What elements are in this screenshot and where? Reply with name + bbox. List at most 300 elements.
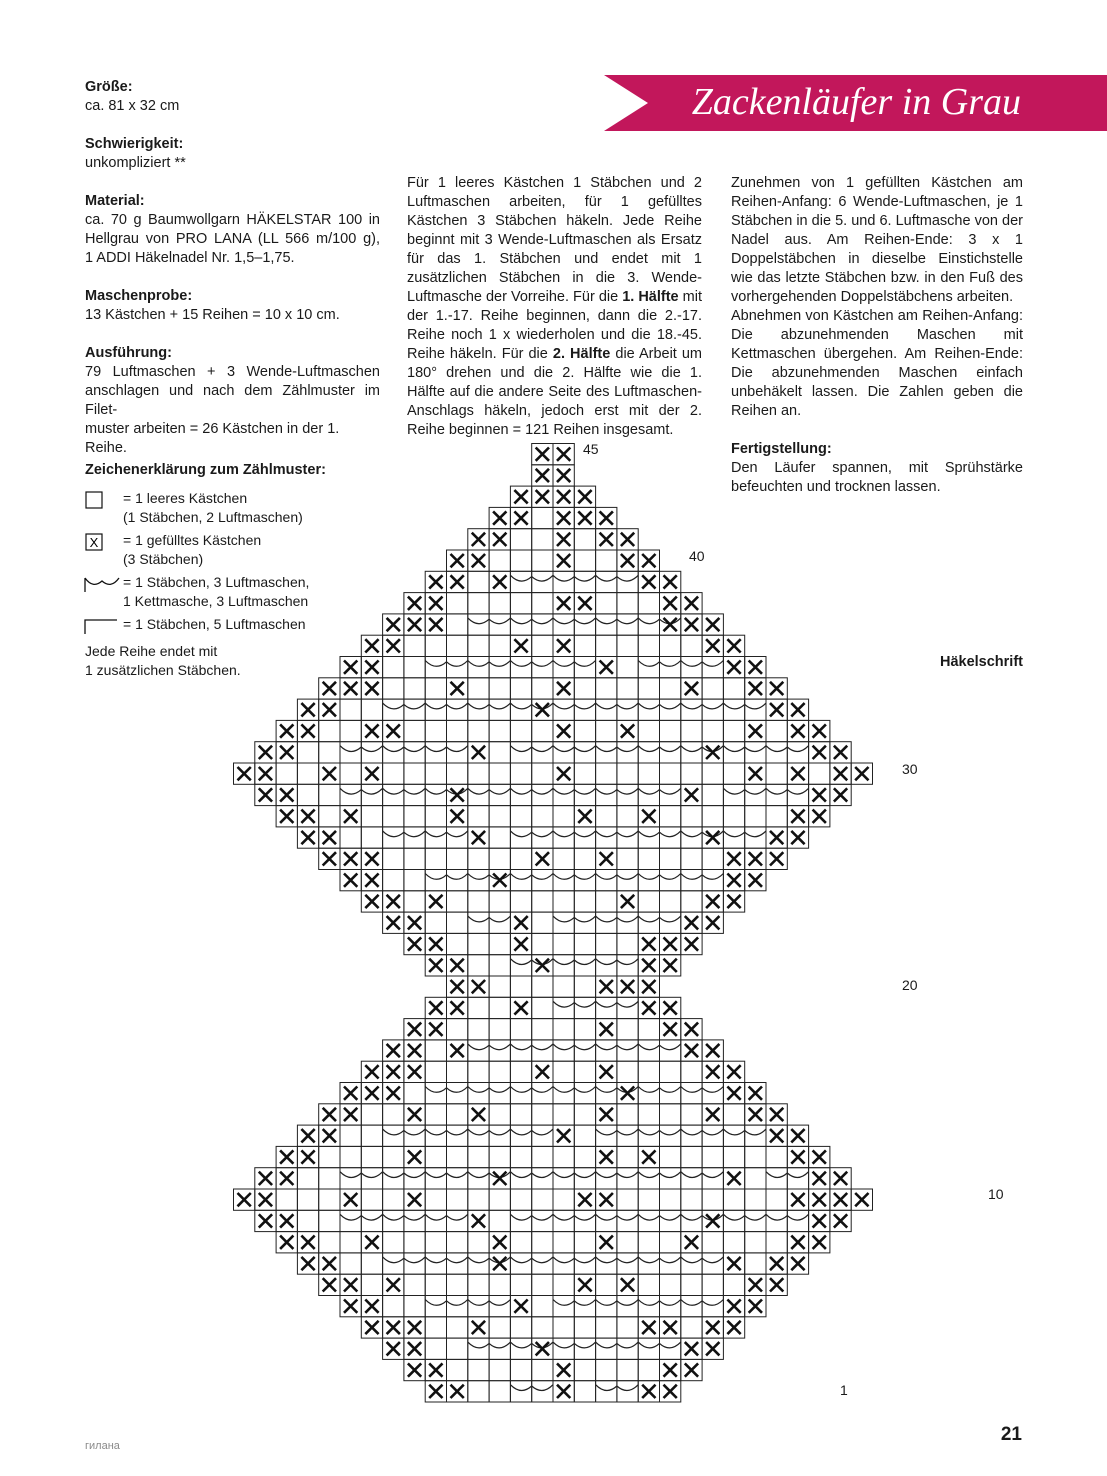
chart-cell bbox=[404, 1168, 425, 1189]
filled-cell-mark bbox=[259, 1172, 272, 1185]
chart-cell bbox=[702, 1232, 723, 1253]
chart-cell bbox=[361, 1104, 382, 1125]
chart-cell bbox=[489, 997, 510, 1018]
chart-cell bbox=[660, 1296, 681, 1317]
chart-cell bbox=[702, 870, 723, 891]
filled-square-mark: X bbox=[89, 535, 99, 550]
chart-cell bbox=[681, 848, 702, 869]
chart-cell bbox=[489, 742, 510, 763]
chart-cell bbox=[383, 870, 404, 891]
chart-cell bbox=[404, 763, 425, 784]
chart-cell bbox=[447, 763, 468, 784]
filled-cell-mark bbox=[749, 874, 762, 887]
filled-cell-mark bbox=[557, 682, 570, 695]
chart-cell bbox=[510, 784, 531, 805]
chart-cell bbox=[447, 1061, 468, 1082]
chart-cell bbox=[425, 1146, 446, 1167]
filled-cell-mark bbox=[685, 1363, 698, 1376]
chart-cell bbox=[425, 827, 446, 848]
chart-cell bbox=[447, 1146, 468, 1167]
chart-cell bbox=[596, 933, 617, 954]
chart-cell bbox=[447, 1210, 468, 1231]
chart-cell bbox=[617, 1359, 638, 1380]
chart-cell bbox=[681, 657, 702, 678]
filled-cell-mark bbox=[365, 1065, 378, 1078]
chart-cell bbox=[425, 1338, 446, 1359]
chart-cell bbox=[319, 1232, 340, 1253]
chart-cell bbox=[383, 1189, 404, 1210]
filled-cell-mark bbox=[493, 511, 506, 524]
chart-cell bbox=[510, 848, 531, 869]
chart-cell bbox=[532, 1253, 553, 1274]
chart-cell bbox=[638, 848, 659, 869]
filled-cell-mark bbox=[365, 1300, 378, 1313]
chart-cell bbox=[681, 1189, 702, 1210]
filled-cell-mark bbox=[664, 1001, 677, 1014]
filled-cell-mark bbox=[344, 1193, 357, 1206]
method-bold-1: 1. Hälfte bbox=[622, 289, 679, 305]
filled-cell-mark bbox=[493, 874, 506, 887]
filled-cell-mark bbox=[685, 937, 698, 950]
filled-cell-mark bbox=[557, 1129, 570, 1142]
filled-cell-mark bbox=[387, 1087, 400, 1100]
filled-cell-mark bbox=[451, 959, 464, 972]
chart-cell bbox=[660, 1338, 681, 1359]
chart-cell bbox=[297, 763, 318, 784]
chart-cell bbox=[340, 827, 361, 848]
filled-cell-mark bbox=[365, 874, 378, 887]
chart-cell bbox=[766, 1232, 787, 1253]
chart-cell bbox=[532, 1019, 553, 1040]
filled-cell-mark bbox=[387, 1065, 400, 1078]
filled-cell-mark bbox=[344, 661, 357, 674]
filled-cell-mark bbox=[706, 1108, 719, 1121]
filled-cell-mark bbox=[834, 746, 847, 759]
material-heading: Material: bbox=[85, 193, 145, 209]
chart-cell bbox=[532, 997, 553, 1018]
filled-cell-mark bbox=[600, 980, 613, 993]
filled-cell-mark bbox=[344, 810, 357, 823]
chart-cell bbox=[510, 1083, 531, 1104]
chart-cell bbox=[319, 806, 340, 827]
chart-cell bbox=[383, 763, 404, 784]
chart-cell bbox=[553, 1232, 574, 1253]
filled-cell-mark bbox=[664, 597, 677, 610]
chart-cell bbox=[447, 1274, 468, 1295]
chart-cell bbox=[617, 571, 638, 592]
filled-cell-mark bbox=[685, 916, 698, 929]
chart-cell bbox=[574, 1253, 595, 1274]
chart-cell bbox=[574, 550, 595, 571]
chart-cell bbox=[681, 1274, 702, 1295]
filled-cell-mark bbox=[451, 980, 464, 993]
chart-cell bbox=[638, 891, 659, 912]
chart-cell bbox=[766, 806, 787, 827]
chart-cell bbox=[532, 1359, 553, 1380]
filled-cell-mark bbox=[600, 852, 613, 865]
chart-cell bbox=[510, 870, 531, 891]
filled-cell-mark bbox=[365, 895, 378, 908]
filled-cell-mark bbox=[472, 1321, 485, 1334]
chart-cell bbox=[489, 1338, 510, 1359]
chart-cell bbox=[702, 1083, 723, 1104]
chart-cell bbox=[574, 976, 595, 997]
filled-cell-mark bbox=[323, 831, 336, 844]
chart-cell bbox=[297, 1210, 318, 1231]
chart-cell bbox=[574, 955, 595, 976]
filled-cell-mark bbox=[600, 1023, 613, 1036]
filled-cell-mark bbox=[344, 1300, 357, 1313]
filled-cell-mark bbox=[344, 1087, 357, 1100]
chart-cell bbox=[574, 1317, 595, 1338]
chart-cell bbox=[702, 678, 723, 699]
filled-cell-mark bbox=[642, 554, 655, 567]
filled-cell-mark bbox=[685, 682, 698, 695]
chart-cell bbox=[787, 784, 808, 805]
chart-cell bbox=[425, 1040, 446, 1061]
chart-cell bbox=[489, 720, 510, 741]
chart-cell bbox=[532, 742, 553, 763]
filled-cell-mark bbox=[813, 1214, 826, 1227]
filled-cell-mark bbox=[621, 533, 634, 546]
chart-cell bbox=[574, 1232, 595, 1253]
chart-cell bbox=[660, 912, 681, 933]
filled-cell-mark bbox=[557, 1385, 570, 1398]
chart-cell bbox=[340, 1210, 361, 1231]
chart-cell bbox=[574, 571, 595, 592]
filled-cell-mark bbox=[451, 810, 464, 823]
chart-cell bbox=[447, 614, 468, 635]
chart-cell bbox=[660, 891, 681, 912]
filled-cell-mark bbox=[813, 788, 826, 801]
chart-cell bbox=[425, 1125, 446, 1146]
chart-cell bbox=[766, 1210, 787, 1231]
filled-cell-mark bbox=[685, 1342, 698, 1355]
chart-cell bbox=[745, 1253, 766, 1274]
chart-cell bbox=[532, 891, 553, 912]
chart-cell bbox=[510, 763, 531, 784]
chart-cell bbox=[574, 763, 595, 784]
chart-cell bbox=[617, 933, 638, 954]
filled-cell-mark bbox=[387, 639, 400, 652]
chart-cell bbox=[638, 1232, 659, 1253]
chart-cell bbox=[723, 678, 744, 699]
chart-cell bbox=[766, 784, 787, 805]
chart-cell bbox=[468, 678, 489, 699]
chart-cell bbox=[510, 1189, 531, 1210]
chart-cell bbox=[340, 1168, 361, 1189]
chart-cell bbox=[510, 529, 531, 550]
chart-cell bbox=[361, 742, 382, 763]
chart-cell bbox=[596, 1125, 617, 1146]
filled-cell-mark bbox=[813, 1150, 826, 1163]
chart-cell bbox=[532, 593, 553, 614]
filled-cell-mark bbox=[514, 937, 527, 950]
chart-cell bbox=[532, 827, 553, 848]
filled-cell-mark bbox=[727, 895, 740, 908]
filled-cell-mark bbox=[664, 1385, 677, 1398]
chart-cell bbox=[638, 1210, 659, 1231]
filled-cell-mark bbox=[855, 1193, 868, 1206]
chart-cell bbox=[425, 1168, 446, 1189]
filled-cell-mark bbox=[429, 937, 442, 950]
chart-cell bbox=[553, 1338, 574, 1359]
filled-cell-mark bbox=[642, 1150, 655, 1163]
filled-cell-mark bbox=[387, 1342, 400, 1355]
filled-cell-mark bbox=[387, 916, 400, 929]
chart-cell bbox=[681, 1083, 702, 1104]
filled-cell-mark bbox=[578, 1193, 591, 1206]
chart-cell bbox=[404, 1253, 425, 1274]
filled-cell-mark bbox=[280, 724, 293, 737]
chart-cell bbox=[574, 848, 595, 869]
chart-cell bbox=[596, 742, 617, 763]
chart-cell bbox=[723, 784, 744, 805]
chart-cell bbox=[638, 784, 659, 805]
chart-cell bbox=[340, 1125, 361, 1146]
filled-cell-mark bbox=[493, 1236, 506, 1249]
filled-cell-mark bbox=[408, 1193, 421, 1206]
chart-cell bbox=[404, 657, 425, 678]
chart-cell bbox=[361, 1210, 382, 1231]
chart-cell bbox=[383, 1146, 404, 1167]
chart-cell bbox=[723, 806, 744, 827]
chart-cell bbox=[532, 806, 553, 827]
chart-cell bbox=[383, 848, 404, 869]
filled-cell-mark bbox=[664, 937, 677, 950]
filled-cell-mark bbox=[493, 1257, 506, 1270]
filled-cell-mark bbox=[791, 767, 804, 780]
chart-cell bbox=[404, 1296, 425, 1317]
instructions-line: anschlagen und nach dem Zählmuster im Filet- bbox=[85, 383, 380, 418]
chart-cell bbox=[745, 827, 766, 848]
filled-cell-mark bbox=[600, 1236, 613, 1249]
filled-cell-mark bbox=[323, 852, 336, 865]
chart-cell bbox=[574, 1146, 595, 1167]
chart-cell bbox=[404, 1210, 425, 1231]
chart-cell bbox=[532, 635, 553, 656]
filled-cell-mark bbox=[706, 895, 719, 908]
chart-cell bbox=[660, 1274, 681, 1295]
chart-cell bbox=[510, 1040, 531, 1061]
chart-cell bbox=[553, 1168, 574, 1189]
filled-cell-mark bbox=[301, 831, 314, 844]
chart-cell bbox=[510, 1125, 531, 1146]
instructions-line: muster arbeiten = 26 Kästchen in der 1. Reihe. bbox=[85, 421, 340, 456]
chart-cell bbox=[553, 997, 574, 1018]
chart-cell bbox=[319, 1168, 340, 1189]
chart-cell bbox=[404, 870, 425, 891]
chart-cell bbox=[489, 678, 510, 699]
chart-cell bbox=[510, 955, 531, 976]
chart-cell bbox=[574, 784, 595, 805]
filled-cell-mark bbox=[493, 533, 506, 546]
chart-cell bbox=[553, 1253, 574, 1274]
filled-cell-mark bbox=[301, 1129, 314, 1142]
filled-cell-mark bbox=[301, 1150, 314, 1163]
chart-cell bbox=[574, 870, 595, 891]
chart-cell bbox=[766, 1168, 787, 1189]
filled-cell-mark bbox=[365, 767, 378, 780]
chart-cell bbox=[532, 1317, 553, 1338]
chart-cell bbox=[596, 571, 617, 592]
filled-cell-mark bbox=[536, 448, 549, 461]
chart-cell bbox=[574, 1019, 595, 1040]
filled-cell-mark bbox=[642, 575, 655, 588]
chart-cell bbox=[574, 529, 595, 550]
chart-cell bbox=[425, 678, 446, 699]
filled-cell-mark bbox=[621, 980, 634, 993]
filled-cell-mark bbox=[557, 639, 570, 652]
filled-cell-mark bbox=[514, 639, 527, 652]
filled-cell-mark bbox=[301, 724, 314, 737]
chart-cell bbox=[532, 912, 553, 933]
filled-cell-mark bbox=[770, 1257, 783, 1270]
filled-cell-mark bbox=[706, 746, 719, 759]
chart-cell bbox=[489, 933, 510, 954]
chart-cell bbox=[532, 1040, 553, 1061]
filled-cell-mark bbox=[791, 1236, 804, 1249]
chart-cell bbox=[809, 763, 830, 784]
chart-cell bbox=[553, 955, 574, 976]
chart-cell bbox=[468, 593, 489, 614]
chart-cell bbox=[745, 784, 766, 805]
chart-cell bbox=[425, 784, 446, 805]
filled-cell-mark bbox=[429, 1001, 442, 1014]
chart-cell bbox=[723, 1146, 744, 1167]
chart-cell bbox=[681, 742, 702, 763]
filled-cell-mark bbox=[365, 852, 378, 865]
chart-cell bbox=[596, 550, 617, 571]
filled-cell-mark bbox=[344, 1278, 357, 1291]
chart-cell bbox=[553, 912, 574, 933]
chart-cell bbox=[638, 1104, 659, 1125]
legend-end-line: 1 zusätzlichen Stäbchen. bbox=[85, 662, 241, 678]
chart-cell bbox=[489, 1359, 510, 1380]
chart-cell bbox=[681, 699, 702, 720]
filled-cell-mark bbox=[578, 1278, 591, 1291]
filled-cell-mark bbox=[791, 1193, 804, 1206]
chart-cell bbox=[617, 870, 638, 891]
chart-cell bbox=[553, 657, 574, 678]
filled-cell-mark bbox=[557, 533, 570, 546]
chart-cell bbox=[681, 1104, 702, 1125]
filled-cell-mark bbox=[429, 959, 442, 972]
chart-cell bbox=[596, 1317, 617, 1338]
chart-cell bbox=[638, 1338, 659, 1359]
finishing-heading: Fertigstellung: bbox=[731, 441, 832, 457]
chart-cell bbox=[532, 1381, 553, 1402]
chart-cell bbox=[660, 1168, 681, 1189]
chart-cell bbox=[596, 678, 617, 699]
size-text: ca. 81 x 32 cm bbox=[85, 98, 180, 114]
page-number: 21 bbox=[1000, 1424, 1022, 1445]
filled-cell-mark bbox=[429, 1023, 442, 1036]
legend-heading: Zeichenerklärung zum Zählmuster: bbox=[85, 462, 326, 478]
filled-cell-mark bbox=[408, 1321, 421, 1334]
filled-cell-mark bbox=[451, 1044, 464, 1057]
chart-cell bbox=[766, 1146, 787, 1167]
chart-cell bbox=[489, 1189, 510, 1210]
filled-cell-mark bbox=[238, 1193, 251, 1206]
chart-cell bbox=[532, 784, 553, 805]
chart-cell bbox=[383, 657, 404, 678]
filled-cell-mark bbox=[259, 767, 272, 780]
chart-cell bbox=[468, 1232, 489, 1253]
chart-cell bbox=[425, 1083, 446, 1104]
filled-cell-mark bbox=[451, 682, 464, 695]
chart-cell bbox=[617, 678, 638, 699]
method-text-2: mit der 1.-17. Reihe beginnen, dann die 2.-17. Reihe noch 1 x wiederholen und die 18.-45. Reihe häkeln. Für die bbox=[407, 289, 702, 362]
filled-cell-mark bbox=[472, 1214, 485, 1227]
chart-cell bbox=[489, 1146, 510, 1167]
chart-cell bbox=[660, 657, 681, 678]
row-label-40: 40 bbox=[689, 548, 705, 564]
chart-cell bbox=[723, 763, 744, 784]
filled-cell-mark bbox=[642, 1001, 655, 1014]
chart-cell bbox=[574, 827, 595, 848]
chart-cell bbox=[574, 1083, 595, 1104]
chart-cell bbox=[681, 1168, 702, 1189]
chart-cell bbox=[425, 635, 446, 656]
chart-cell bbox=[383, 1125, 404, 1146]
filled-cell-mark bbox=[770, 852, 783, 865]
filled-cell-mark bbox=[408, 1044, 421, 1057]
chart-cell bbox=[383, 806, 404, 827]
filled-cell-mark bbox=[791, 1257, 804, 1270]
filled-cell-mark bbox=[834, 1172, 847, 1185]
chart-cell bbox=[489, 912, 510, 933]
legend-arch-label: = 1 Stäbchen, 3 Luftmaschen, bbox=[123, 574, 310, 590]
chart-cell bbox=[596, 784, 617, 805]
chart-cell bbox=[681, 720, 702, 741]
method-text-1: Für 1 leeres Kästchen 1 Stäbchen und 2 Luftmaschen arbeiten, für 1 gefülltes Kästchen 3 Stäbchen häkeln. Jede Reihe beginnt mit 3 Wende-Luftmaschen als Ersatz für das 1. Stäbchen und endet mit 1 zusätzlichen Stäbchen in die 3. Wende-Luftmasche der Vorreihe. Für die bbox=[407, 175, 702, 305]
filled-cell-mark bbox=[600, 1150, 613, 1163]
chart-cell bbox=[532, 571, 553, 592]
filled-cell-mark bbox=[621, 895, 634, 908]
legend-filled-sub: (3 Stäbchen) bbox=[123, 551, 204, 567]
chart-cell bbox=[510, 678, 531, 699]
method-text-3: die Arbeit um 180° drehen und die 2. Hälfte wie die 1. Hälfte auf die andere Seite des Luftmaschen-Anschlags häkeln, jedoch erst mit der 2. Reihe beginnen = 121 Reihen insgesamt. bbox=[407, 346, 703, 438]
filled-cell-mark bbox=[749, 1300, 762, 1313]
legend-empty-label: = 1 leeres Kästchen bbox=[123, 490, 248, 506]
filled-cell-mark bbox=[536, 959, 549, 972]
chart-cell bbox=[425, 870, 446, 891]
filled-cell-mark bbox=[770, 1129, 783, 1142]
chart-cell bbox=[553, 806, 574, 827]
filled-cell-mark bbox=[770, 831, 783, 844]
filled-cell-mark bbox=[749, 682, 762, 695]
chart-cell bbox=[532, 1232, 553, 1253]
chart-cell bbox=[681, 635, 702, 656]
chart-cell bbox=[660, 1232, 681, 1253]
chart-cell bbox=[596, 1083, 617, 1104]
chart-cell bbox=[553, 1019, 574, 1040]
chart-cell bbox=[468, 1274, 489, 1295]
chart-cell bbox=[574, 1168, 595, 1189]
chart-cell bbox=[596, 891, 617, 912]
chart-cell bbox=[574, 933, 595, 954]
chart-cell bbox=[319, 1189, 340, 1210]
filled-cell-mark bbox=[323, 703, 336, 716]
filled-cell-mark bbox=[685, 618, 698, 631]
chart-cell bbox=[489, 1019, 510, 1040]
filled-cell-mark bbox=[791, 724, 804, 737]
chart-cell bbox=[425, 1104, 446, 1125]
chart-cell bbox=[404, 827, 425, 848]
chart-cell bbox=[404, 742, 425, 763]
chart-cell bbox=[617, 955, 638, 976]
